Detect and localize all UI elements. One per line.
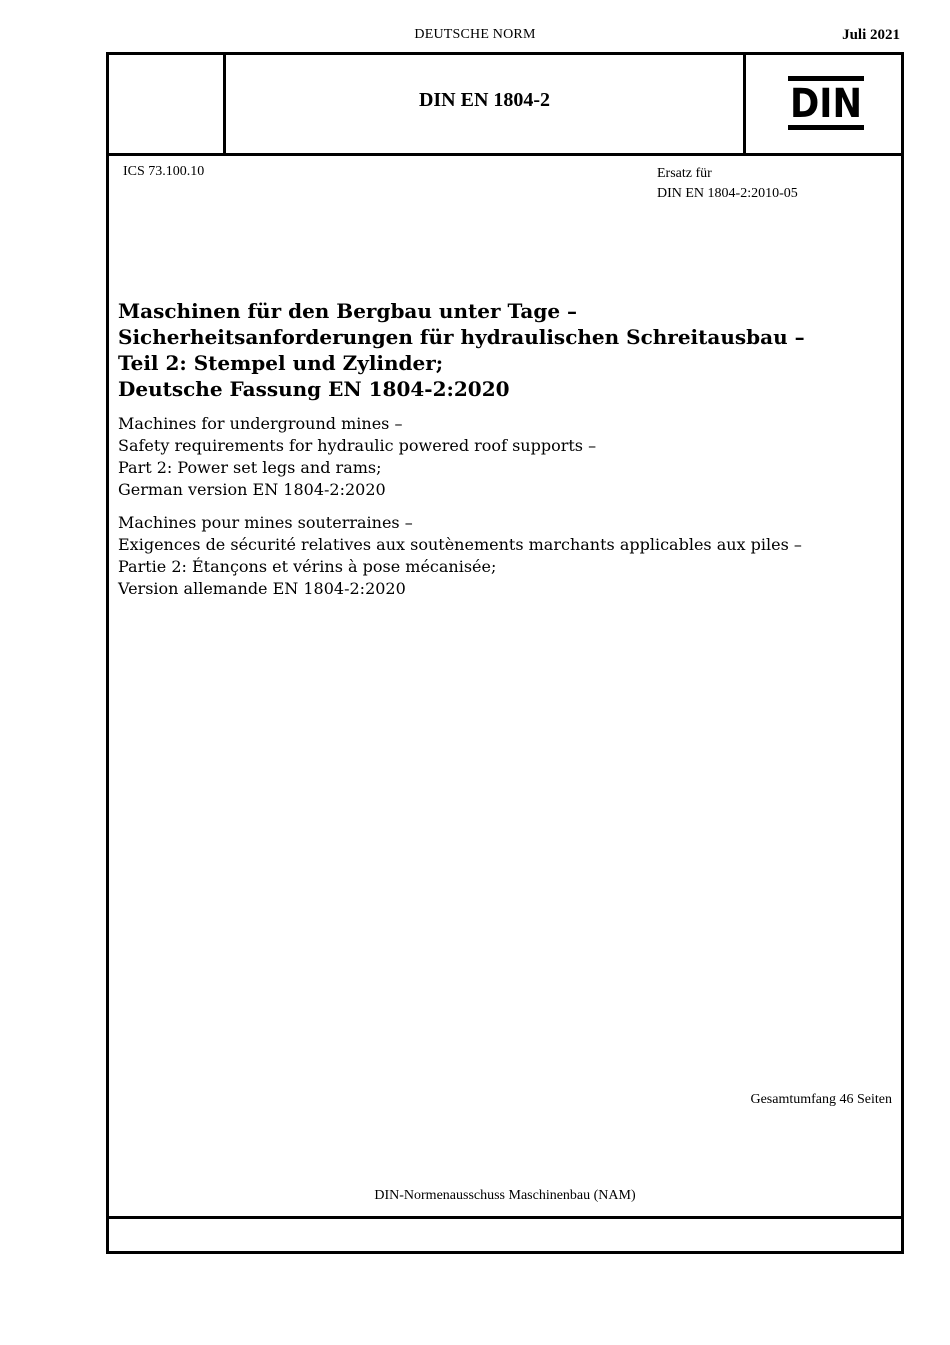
din-logo-text: DIN xyxy=(790,81,862,127)
replaces-label: Ersatz für xyxy=(657,166,712,181)
bottom-divider xyxy=(106,1216,904,1219)
title-de-line: Teil 2: Stempel und Zylinder; xyxy=(118,351,444,375)
header-left-cell xyxy=(109,55,226,153)
publication-date: Juli 2021 xyxy=(842,27,900,43)
title-german xyxy=(118,298,888,402)
ics-code: ICS 73.100.10 xyxy=(123,164,205,179)
din-logo-icon xyxy=(788,76,864,130)
replaces-block xyxy=(657,164,798,204)
title-de-line: Sicherheitsanforderungen für hydraulischen Schreitausbau – xyxy=(118,325,805,349)
title-fr-line: Exigences de sécurité relatives aux soutènements marchants applicables aux piles – xyxy=(118,535,802,554)
title-fr-line: Version allemande EN 1804-2:2020 xyxy=(118,579,406,598)
title-en-line: Part 2: Power set legs and rams; xyxy=(118,458,382,477)
total-pages: Gesamtumfang 46 Seiten xyxy=(750,1092,892,1107)
title-en-line: Machines for underground mines – xyxy=(118,414,403,433)
header-row xyxy=(109,55,901,156)
header-right-cell xyxy=(746,55,901,153)
replaces-value: DIN EN 1804-2:2010-05 xyxy=(657,186,798,201)
header-center-cell xyxy=(226,55,746,153)
title-en-line: German version EN 1804-2:2020 xyxy=(118,480,386,499)
title-de-line: Maschinen für den Bergbau unter Tage – xyxy=(118,299,578,323)
title-en-line: Safety requirements for hydraulic powered roof supports – xyxy=(118,436,597,455)
series-label: DEUTSCHE NORM xyxy=(414,27,536,42)
standard-number: DIN EN 1804-2 xyxy=(418,89,551,111)
title-fr-line: Machines pour mines souterraines – xyxy=(118,513,413,532)
title-de-line: Deutsche Fassung EN 1804-2:2020 xyxy=(118,377,510,401)
title-fr-line: Partie 2: Étançons et vérins à pose mécanisée; xyxy=(118,557,497,576)
title-english xyxy=(118,413,888,501)
cover-frame xyxy=(106,52,904,1254)
committee-name: DIN-Normenausschuss Maschinenbau (NAM) xyxy=(374,1188,636,1203)
title-french xyxy=(118,512,888,600)
